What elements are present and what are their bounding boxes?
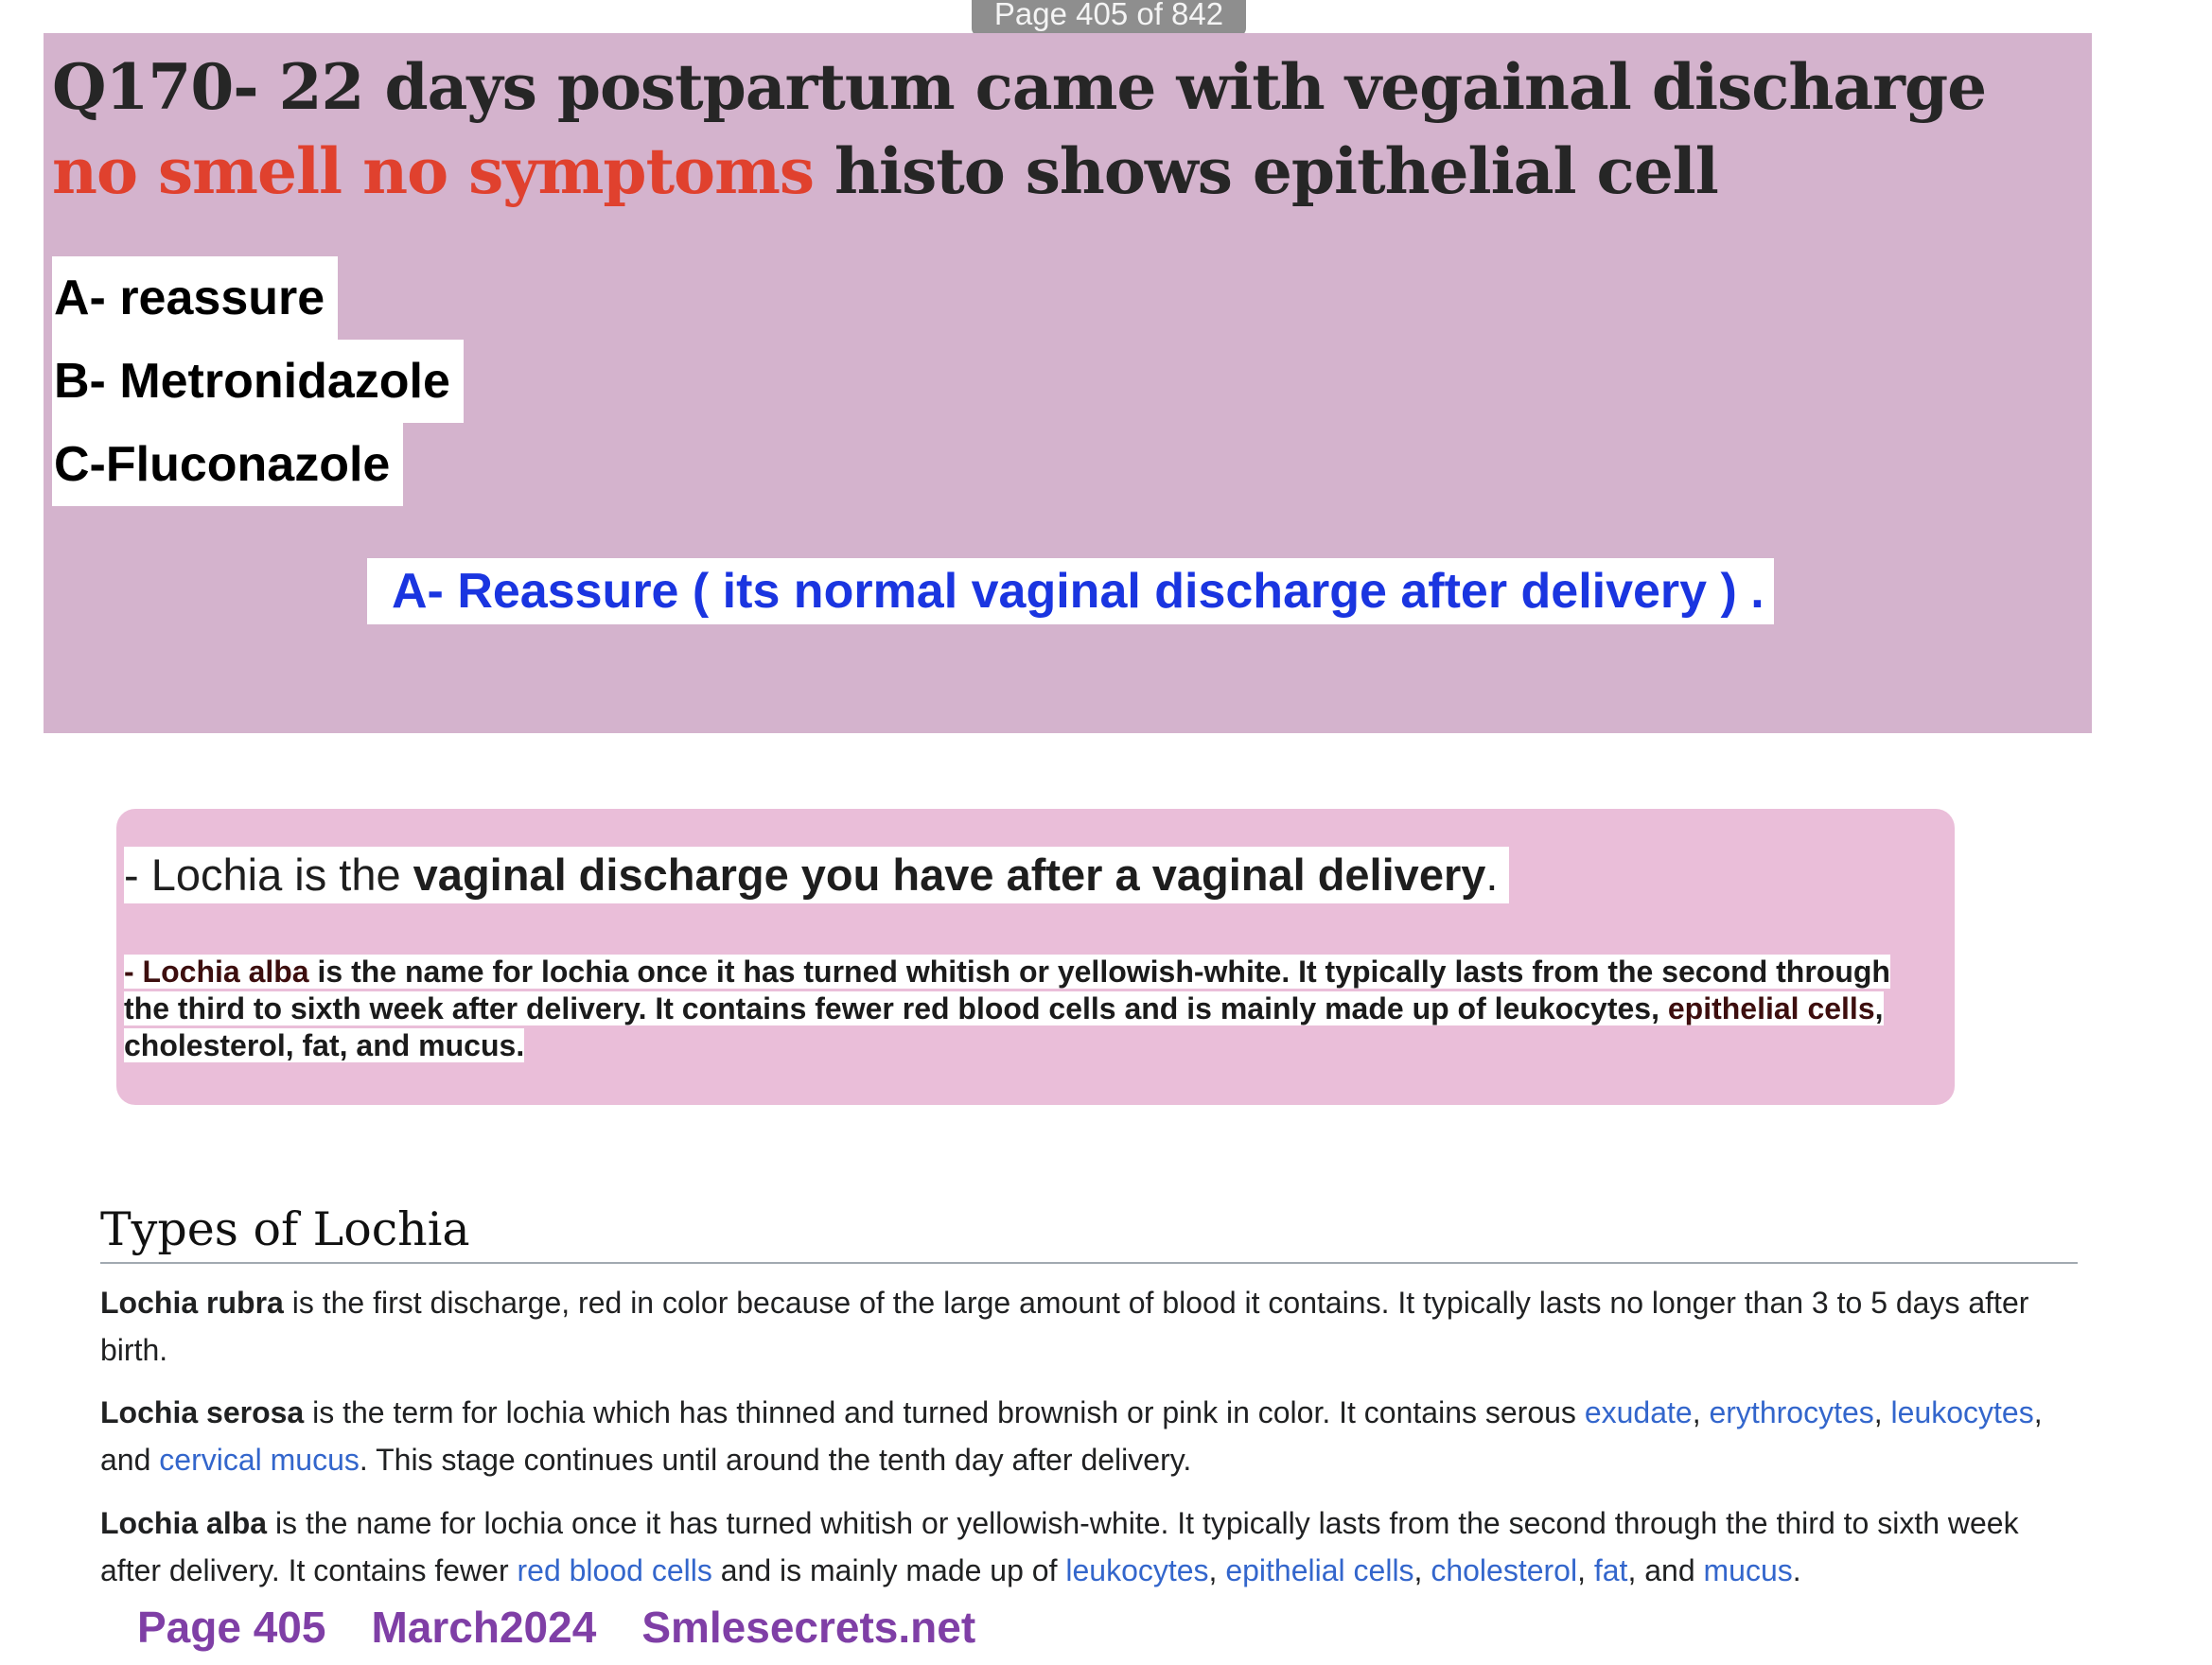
types-heading: Types of Lochia bbox=[100, 1200, 2078, 1264]
serosa-sep2: , bbox=[1873, 1395, 1891, 1429]
explanation-pre: - Lochia is the bbox=[124, 850, 413, 900]
link-leukocytes-alba[interactable]: leukocytes bbox=[1065, 1553, 1209, 1587]
link-cervical-mucus[interactable]: cervical mucus bbox=[159, 1443, 360, 1477]
footer-page: Page 405 bbox=[137, 1603, 326, 1652]
question-title-part2: histo shows epithelial cell bbox=[814, 134, 1718, 208]
alba-sep5: , and bbox=[1627, 1553, 1704, 1587]
para-prefix: - bbox=[124, 955, 143, 989]
link-leukocytes[interactable]: leukocytes bbox=[1890, 1395, 2034, 1429]
serosa-paragraph bbox=[100, 1389, 2078, 1483]
rubra-text: is the first discharge, red in color because of the large amount of blood it contains. It typically lasts no longer than 3 to 5 days after birth. bbox=[100, 1286, 2029, 1367]
rubra-term: Lochia rubra bbox=[100, 1286, 284, 1320]
option-b: B- Metronidazole bbox=[52, 340, 464, 423]
answer-text: A- Reassure ( its normal vaginal discharge after delivery ) . bbox=[367, 558, 1774, 624]
serosa-sep3: , and bbox=[100, 1395, 2043, 1477]
para-end: , cholesterol, fat, and mucus. bbox=[124, 991, 1884, 1062]
alba-text3: . bbox=[1792, 1553, 1801, 1587]
alba-term: Lochia alba bbox=[100, 1506, 268, 1540]
explanation-line bbox=[124, 847, 1509, 903]
para-term: Lochia alba bbox=[142, 955, 309, 989]
page-footer bbox=[137, 1599, 1021, 1656]
rubra-paragraph bbox=[100, 1279, 2078, 1374]
option-c: C-Fluconazole bbox=[52, 423, 403, 506]
footer-site: Smlesecrets.net bbox=[641, 1603, 976, 1652]
link-epithelial-cells[interactable]: epithelial cells bbox=[1225, 1553, 1414, 1587]
explanation-paragraph bbox=[124, 954, 1903, 1064]
alba-sep3: , bbox=[1413, 1553, 1431, 1587]
page-indicator: Page 405 of 842 bbox=[972, 0, 1246, 36]
question-title bbox=[52, 45, 2039, 214]
link-cholesterol[interactable]: cholesterol bbox=[1431, 1553, 1578, 1587]
link-mucus[interactable]: mucus bbox=[1703, 1553, 1793, 1587]
link-fat[interactable]: fat bbox=[1593, 1553, 1628, 1587]
link-exudate[interactable]: exudate bbox=[1584, 1395, 1693, 1429]
alba-paragraph bbox=[100, 1499, 2078, 1594]
alba-sep2: , bbox=[1208, 1553, 1226, 1587]
alba-sep4: , bbox=[1577, 1553, 1594, 1587]
serosa-text1: is the term for lochia which has thinned and turned brownish or pink in color. It contains serous bbox=[304, 1395, 1585, 1429]
link-red-blood-cells[interactable]: red blood cells bbox=[517, 1553, 712, 1587]
explanation-post: . bbox=[1485, 850, 1499, 900]
question-title-part1: Q170- 22 days postpartum came with vegainal discharge bbox=[52, 50, 1987, 124]
serosa-term: Lochia serosa bbox=[100, 1395, 305, 1429]
para-mid: is the name for lochia once it has turned whitish or yellowish-white. It typically lasts from the second through the third to sixth week after delivery. It contains fewer red blood cells and is mainly made up of leukocytes, bbox=[124, 955, 1890, 1025]
para-term2: epithelial cells bbox=[1667, 991, 1875, 1025]
question-title-highlight: no smell no symptoms bbox=[52, 134, 815, 208]
alba-text2: and is mainly made up of bbox=[711, 1553, 1066, 1587]
alba-text1: is the name for lochia once it has turned whitish or yellowish-white. It typically lasts from the second through the third to sixth week after delivery. It contains fewer bbox=[100, 1506, 2019, 1587]
explanation-bold: vaginal discharge you have after a vaginal delivery bbox=[413, 850, 1486, 900]
option-a: A- reassure bbox=[52, 256, 338, 340]
serosa-sep1: , bbox=[1692, 1395, 1710, 1429]
link-erythrocytes[interactable]: erythrocytes bbox=[1709, 1395, 1874, 1429]
serosa-text2: . This stage continues until around the tenth day after delivery. bbox=[359, 1443, 1192, 1477]
footer-date: March2024 bbox=[371, 1603, 597, 1652]
